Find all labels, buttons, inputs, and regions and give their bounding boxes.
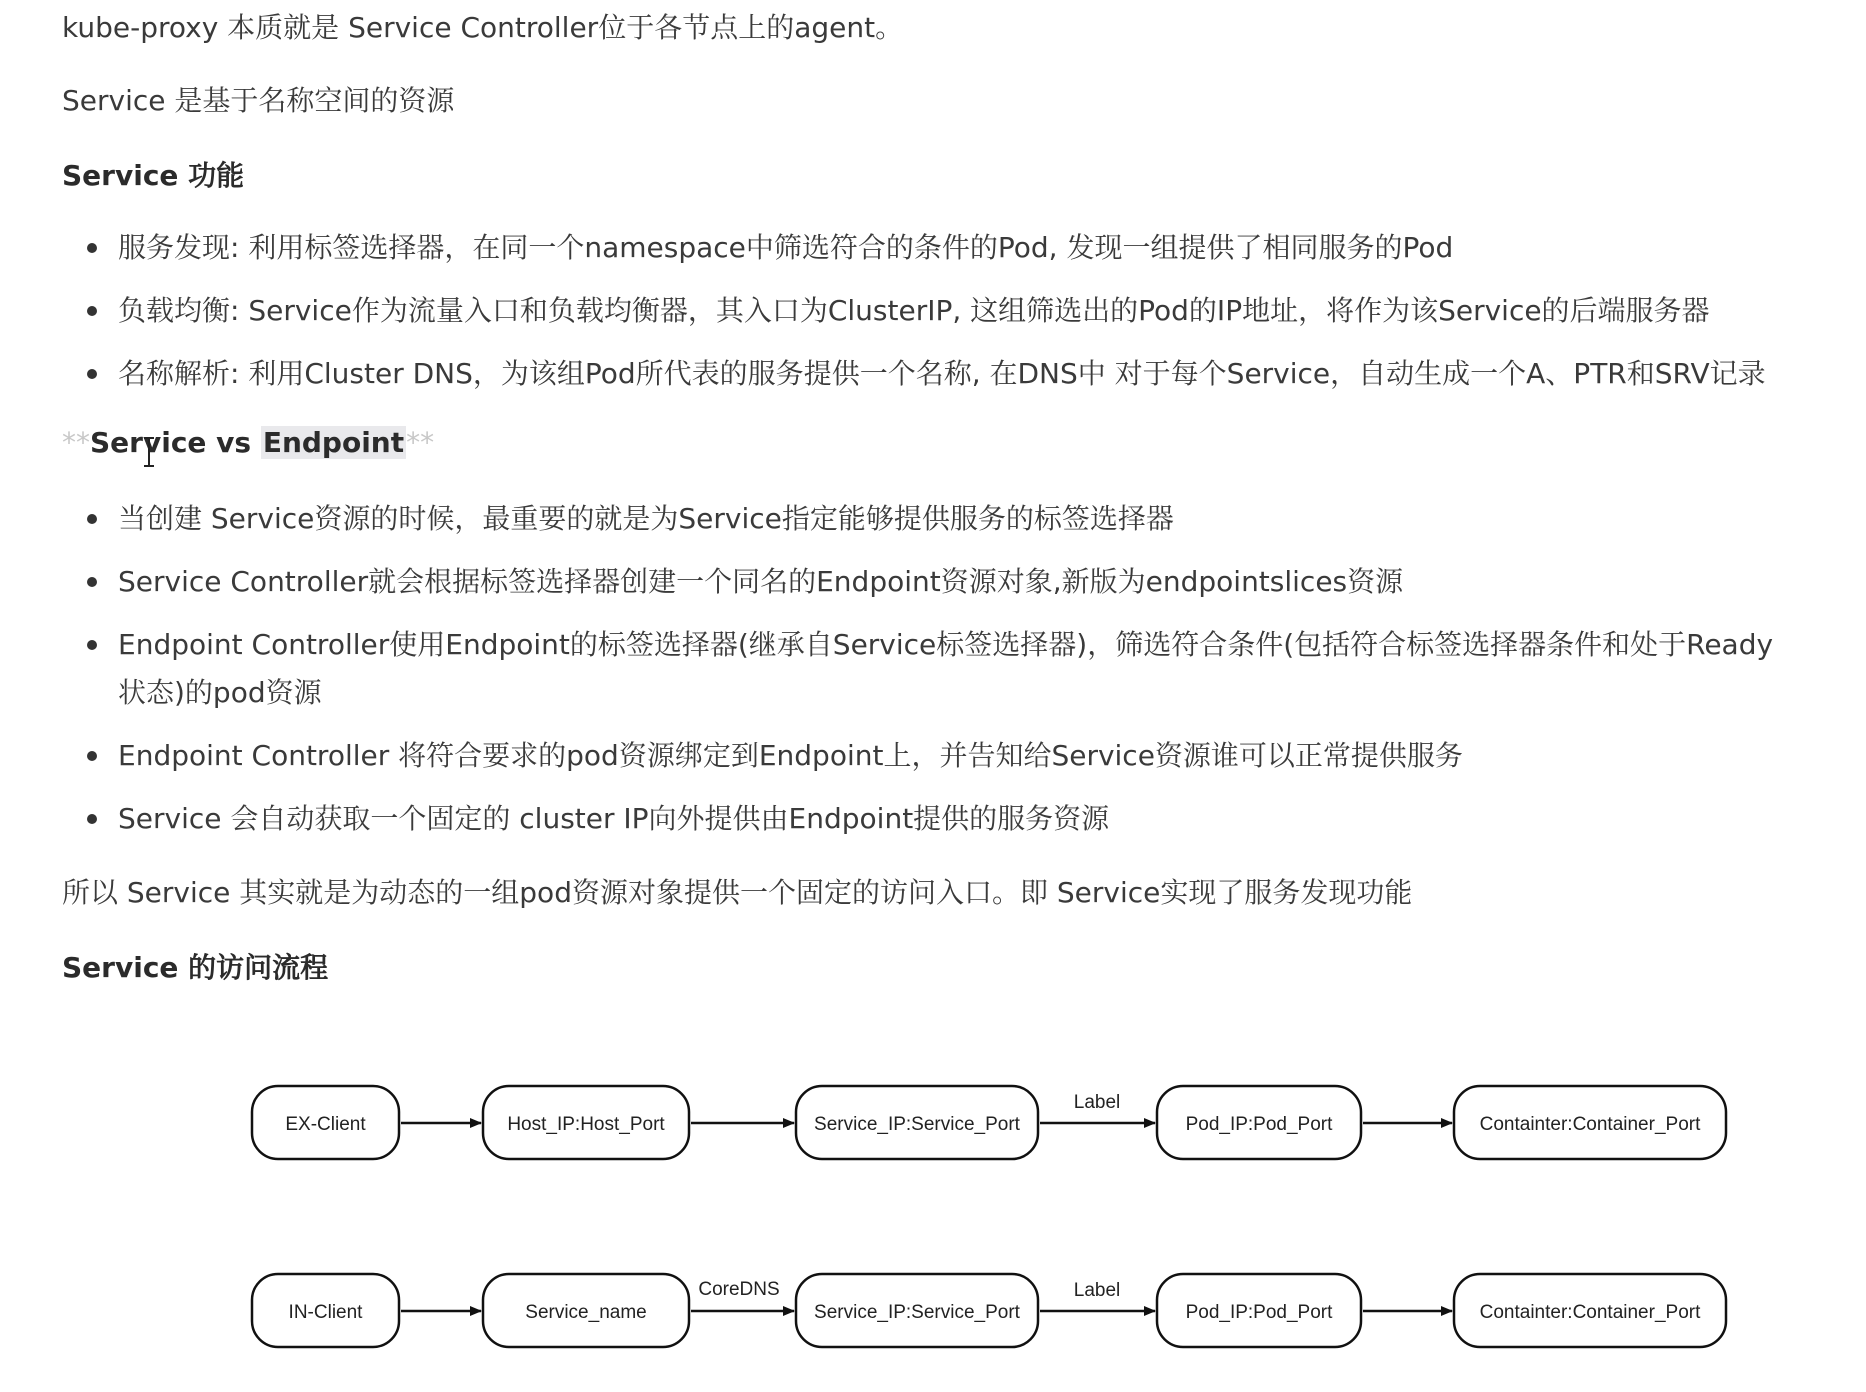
flow-row-internal xyxy=(252,1274,1726,1347)
flow-node-label: Containter:Container_Port xyxy=(1479,1302,1701,1323)
list-item xyxy=(62,287,1766,335)
list-item xyxy=(62,558,1773,606)
endpoint-list xyxy=(62,495,1773,858)
function-list xyxy=(62,224,1766,413)
list-item xyxy=(62,732,1773,780)
text-cursor-icon xyxy=(143,437,155,467)
list-item-text: 负载均衡: Service作为流量入口和负载均衡器，其入口为ClusterIP, 这组筛选出的Pod的IP地址，将作为该Service的后端服务器 xyxy=(118,294,1710,327)
list-item-text: 名称解析: 利用Cluster DNS，为该组Pod所代表的服务提供一个名称, 在DNS中 对于每个Service，自动生成一个A、PTR和SRV记录 xyxy=(118,357,1766,390)
flow-node-label: Service_name xyxy=(525,1302,647,1323)
list-item xyxy=(62,350,1766,398)
flow-edge-label-label: Label xyxy=(1073,1280,1121,1301)
heading-service-vs-endpoint xyxy=(62,426,434,459)
flow-node-label: Service_IP:Service_Port xyxy=(814,1114,1020,1135)
bullet-icon xyxy=(87,577,97,587)
paragraph-kube-proxy: kube-proxy 本质就是 Service Controller位于各节点上的agent。 xyxy=(62,11,904,44)
bullet-icon xyxy=(87,306,97,316)
flow-node-label: IN-Client xyxy=(288,1302,363,1323)
bullet-icon xyxy=(87,369,97,379)
bullet-icon xyxy=(87,640,97,650)
list-item-text-continued: 状态)的pod资源 xyxy=(118,676,322,709)
list-item-text: Endpoint Controller 将符合要求的pod资源绑定到Endpoint上，并告知给Service资源谁可以正常提供服务 xyxy=(118,739,1463,772)
access-flow-diagram xyxy=(0,1040,1866,1392)
list-item-text: 当创建 Service资源的时候，最重要的就是为Service指定能够提供服务的标签选择器 xyxy=(118,502,1174,535)
bullet-icon xyxy=(87,243,97,253)
flow-node-label: Pod_IP:Pod_Port xyxy=(1185,1302,1333,1323)
flow-node-label: Service_IP:Service_Port xyxy=(814,1302,1020,1323)
flow-node-label: Containter:Container_Port xyxy=(1479,1114,1701,1135)
heading-access-flow: Service 的访问流程 xyxy=(62,951,329,984)
list-item-text: 服务发现: 利用标签选择器，在同一个namespace中筛选符合的条件的Pod, 发现一组提供了相同服务的Pod xyxy=(118,231,1454,264)
flow-node-label: EX-Client xyxy=(285,1114,366,1135)
list-item xyxy=(62,795,1773,843)
paragraph-service-namespace: Service 是基于名称空间的资源 xyxy=(62,84,455,117)
bullet-icon xyxy=(87,751,97,761)
list-item xyxy=(62,224,1766,272)
bullet-icon xyxy=(87,814,97,824)
heading-part-service-vs: Service vs xyxy=(90,426,261,459)
selected-text-endpoint[interactable]: Endpoint xyxy=(262,426,405,459)
heading-service-function: Service 功能 xyxy=(62,159,245,192)
flow-node-label: Host_IP:Host_Port xyxy=(507,1114,665,1135)
list-item xyxy=(62,621,1773,717)
markdown-bold-marker: ** xyxy=(406,426,435,459)
list-item-text: Endpoint Controller使用Endpoint的标签选择器(继承自Service标签选择器)，筛选符合条件(包括符合标签选择器条件和处于Ready xyxy=(118,628,1774,661)
flow-node-label: Pod_IP:Pod_Port xyxy=(1185,1114,1333,1135)
list-item-text: Service 会自动获取一个固定的 cluster IP向外提供由Endpoint提供的服务资源 xyxy=(118,802,1110,835)
list-item xyxy=(62,495,1773,543)
flow-edge-label-coredns: CoreDNS xyxy=(698,1279,780,1300)
markdown-bold-marker: ** xyxy=(62,426,90,459)
flow-row-external xyxy=(252,1086,1726,1159)
list-item-text: Service Controller就会根据标签选择器创建一个同名的Endpoint资源对象,新版为endpointslices资源 xyxy=(118,565,1404,598)
bullet-icon xyxy=(87,514,97,524)
flow-edge-label-label: Label xyxy=(1073,1092,1121,1113)
paragraph-conclusion: 所以 Service 其实就是为动态的一组pod资源对象提供一个固定的访问入口。即 Service实现了服务发现功能 xyxy=(62,876,1413,909)
